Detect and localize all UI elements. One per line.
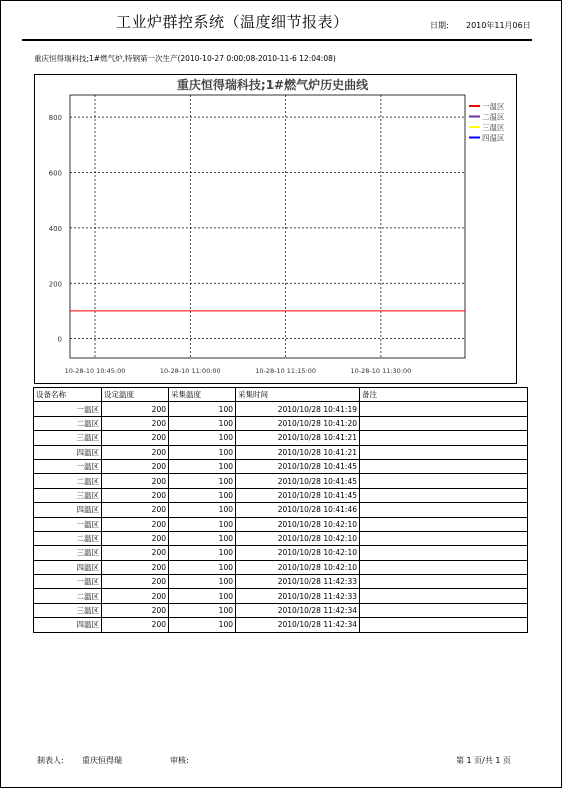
cell-actual-temp: 100 [169, 474, 236, 488]
cell-device: 三温区 [34, 603, 102, 617]
cell-set-temp: 200 [102, 589, 169, 603]
cell-time: 2010/10/28 11:42:34 [236, 618, 360, 632]
cell-time: 2010/10/28 10:41:21 [236, 445, 360, 459]
table-row [34, 402, 528, 416]
date-value: 2010年11月06日 [466, 21, 531, 30]
y-tick-label: 800 [48, 114, 62, 123]
cell-actual-temp: 100 [169, 503, 236, 517]
cell-device: 二温区 [34, 416, 102, 430]
cell-remark [360, 603, 528, 617]
cell-time: 2010/10/28 10:41:20 [236, 416, 360, 430]
col-header-remark: 备注 [360, 388, 528, 402]
report-subtitle: 重庆恒得瑞科技;1#燃气炉,特钢第一次生产(2010-10-27 0:00:08-2010-11-6 12:04:08) [34, 54, 336, 63]
cell-remark [360, 474, 528, 488]
cell-time: 2010/10/28 10:41:21 [236, 431, 360, 445]
date-label: 日期: [430, 21, 449, 30]
cell-set-temp: 200 [102, 459, 169, 473]
table-row [34, 560, 528, 574]
cell-remark [360, 503, 528, 517]
cell-device: 二温区 [34, 474, 102, 488]
x-tick-label: 10-28-10 10:45:00 [64, 367, 126, 375]
cell-set-temp: 200 [102, 445, 169, 459]
cell-time: 2010/10/28 10:41:45 [236, 474, 360, 488]
cell-actual-temp: 100 [169, 488, 236, 502]
data-table [33, 387, 528, 633]
history-chart [35, 75, 516, 383]
legend-label: 四温区 [482, 133, 505, 143]
plot-area [70, 95, 465, 358]
table-row [34, 431, 528, 445]
cell-device: 四温区 [34, 503, 102, 517]
cell-actual-temp: 100 [169, 445, 236, 459]
table-row [34, 546, 528, 560]
cell-time: 2010/10/28 10:41:45 [236, 488, 360, 502]
cell-remark [360, 560, 528, 574]
cell-remark [360, 416, 528, 430]
cell-remark [360, 618, 528, 632]
cell-set-temp: 200 [102, 603, 169, 617]
cell-actual-temp: 100 [169, 546, 236, 560]
cell-remark [360, 431, 528, 445]
cell-device: 一温区 [34, 459, 102, 473]
cell-device: 四温区 [34, 445, 102, 459]
cell-device: 三温区 [34, 546, 102, 560]
cell-time: 2010/10/28 11:42:34 [236, 603, 360, 617]
page-number: 第 1 页/共 1 页 [456, 756, 512, 765]
cell-actual-temp: 100 [169, 402, 236, 416]
y-tick-label: 200 [48, 280, 62, 289]
col-header-device: 设备名称 [34, 388, 102, 402]
cell-set-temp: 200 [102, 431, 169, 445]
report-title: 工业炉群控系统（温度细节报表） [116, 13, 349, 31]
legend-label: 一温区 [482, 102, 505, 111]
x-tick-label: 10-28-10 11:00:00 [159, 367, 221, 375]
cell-set-temp: 200 [102, 560, 169, 574]
cell-set-temp: 200 [102, 575, 169, 589]
cell-set-temp: 200 [102, 517, 169, 531]
cell-set-temp: 200 [102, 618, 169, 632]
table-header-row [34, 388, 528, 402]
cell-actual-temp: 100 [169, 459, 236, 473]
maker-label: 制表人: [37, 756, 64, 765]
cell-time: 2010/10/28 10:41:46 [236, 503, 360, 517]
table-row [34, 459, 528, 473]
reviewer-label: 审核: [170, 756, 189, 765]
cell-remark [360, 402, 528, 416]
cell-remark [360, 445, 528, 459]
cell-remark [360, 517, 528, 531]
cell-device: 一温区 [34, 517, 102, 531]
legend-label: 三温区 [482, 123, 505, 132]
col-header-actual-temp: 采集温度 [169, 388, 236, 402]
cell-actual-temp: 100 [169, 517, 236, 531]
cell-time: 2010/10/28 11:42:33 [236, 589, 360, 603]
cell-actual-temp: 100 [169, 531, 236, 545]
y-tick-label: 0 [57, 335, 62, 344]
cell-time: 2010/10/28 10:41:19 [236, 402, 360, 416]
table-row [34, 603, 528, 617]
cell-set-temp: 200 [102, 488, 169, 502]
cell-time: 2010/10/28 10:41:45 [236, 459, 360, 473]
table-row [34, 474, 528, 488]
cell-actual-temp: 100 [169, 416, 236, 430]
table-row [34, 503, 528, 517]
col-header-set-temp: 设定温度 [102, 388, 169, 402]
cell-set-temp: 200 [102, 474, 169, 488]
y-tick-label: 400 [48, 224, 62, 233]
cell-time: 2010/10/28 11:42:33 [236, 575, 360, 589]
cell-device: 四温区 [34, 560, 102, 574]
table-row [34, 517, 528, 531]
table-row [34, 618, 528, 632]
table-row [34, 488, 528, 502]
cell-device: 一温区 [34, 402, 102, 416]
cell-set-temp: 200 [102, 546, 169, 560]
cell-device: 二温区 [34, 589, 102, 603]
table-row [34, 575, 528, 589]
chart-title: 重庆恒得瑞科技;1#燃气炉历史曲线 [176, 78, 369, 92]
table-row [34, 589, 528, 603]
table-row [34, 445, 528, 459]
y-tick-label: 600 [48, 169, 62, 178]
cell-device: 一温区 [34, 575, 102, 589]
cell-actual-temp: 100 [169, 575, 236, 589]
cell-set-temp: 200 [102, 402, 169, 416]
cell-set-temp: 200 [102, 531, 169, 545]
cell-actual-temp: 100 [169, 431, 236, 445]
cell-device: 三温区 [34, 431, 102, 445]
x-tick-label: 10-28-10 11:15:00 [255, 367, 316, 375]
cell-device: 四温区 [34, 618, 102, 632]
x-tick-label: 10-28-10 11:30:00 [350, 367, 412, 375]
cell-device: 二温区 [34, 531, 102, 545]
header-rule [22, 39, 532, 41]
cell-remark [360, 589, 528, 603]
cell-remark [360, 459, 528, 473]
cell-remark [360, 531, 528, 545]
cell-set-temp: 200 [102, 416, 169, 430]
chart-container [34, 74, 517, 384]
cell-remark [360, 546, 528, 560]
cell-time: 2010/10/28 10:42:10 [236, 560, 360, 574]
cell-actual-temp: 100 [169, 618, 236, 632]
cell-set-temp: 200 [102, 503, 169, 517]
cell-time: 2010/10/28 10:42:10 [236, 517, 360, 531]
col-header-time: 采集时间 [236, 388, 360, 402]
cell-time: 2010/10/28 10:42:10 [236, 546, 360, 560]
legend-label: 二温区 [482, 112, 505, 122]
cell-remark [360, 488, 528, 502]
maker-value: 重庆恒得瑞 [82, 756, 122, 765]
cell-actual-temp: 100 [169, 560, 236, 574]
cell-actual-temp: 100 [169, 589, 236, 603]
table-row [34, 416, 528, 430]
cell-device: 三温区 [34, 488, 102, 502]
table-row [34, 531, 528, 545]
cell-time: 2010/10/28 10:42:10 [236, 531, 360, 545]
cell-remark [360, 575, 528, 589]
cell-actual-temp: 100 [169, 603, 236, 617]
